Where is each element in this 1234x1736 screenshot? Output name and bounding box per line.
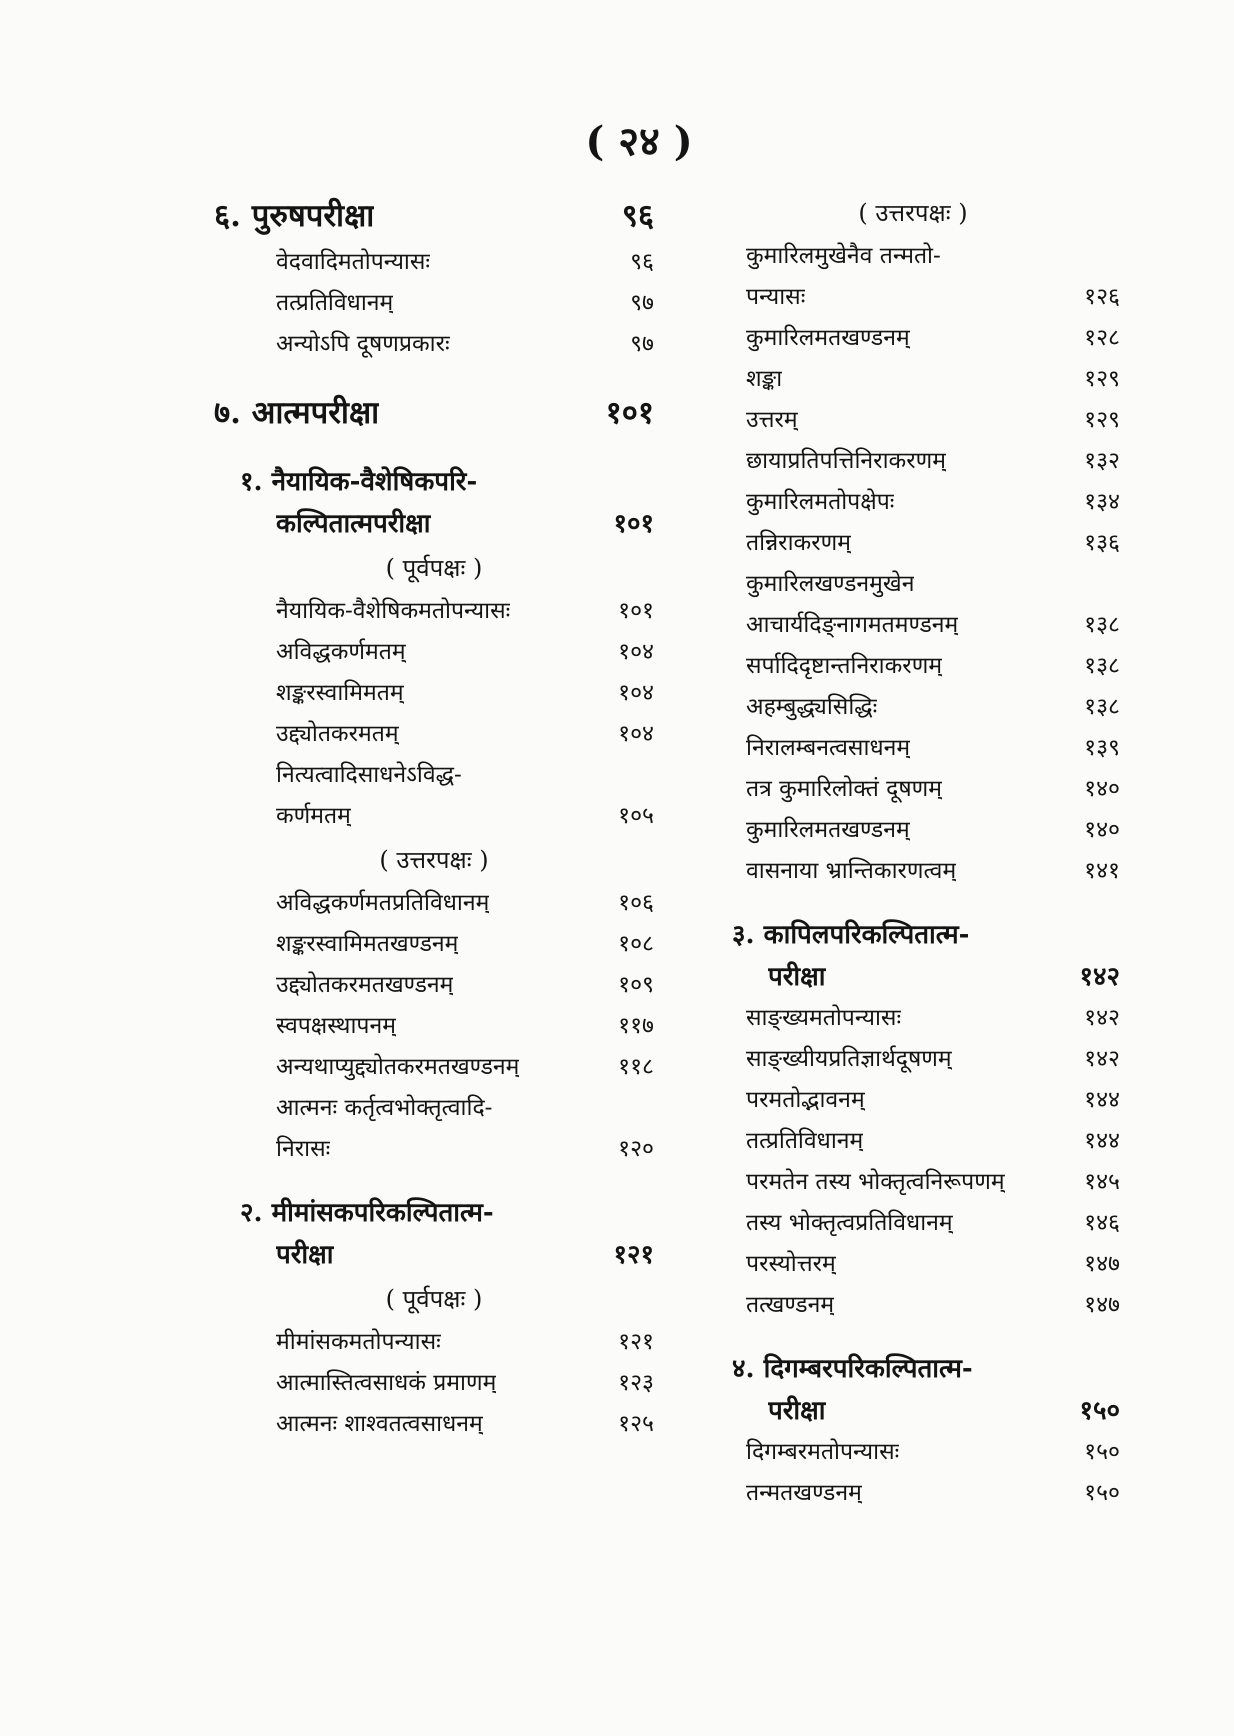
page-ref: १४७ xyxy=(1084,1292,1120,1318)
toc-entry xyxy=(706,810,1120,851)
toc-entry xyxy=(214,591,654,632)
entry-title: १. नैयायिक-वैशेषिकपरि- xyxy=(240,467,478,497)
page-ref: १२९ xyxy=(1084,407,1120,433)
entry-title: मीमांसकमतोपन्यासः xyxy=(276,1329,441,1355)
page-ref: १४४ xyxy=(1084,1128,1120,1154)
entry-title: अन्यथाप्युद्द्योतकरमतखण्डनम् xyxy=(276,1054,520,1080)
subsection-heading-text: ( पूर्वपक्षः ) xyxy=(385,1285,483,1313)
toc-entry xyxy=(214,1322,654,1363)
page-ref: १२३ xyxy=(618,1370,654,1396)
entry-title: नित्यत्वादिसाधनेऽविद्ध- xyxy=(276,762,462,788)
toc-entry xyxy=(214,1363,654,1404)
toc-entry xyxy=(706,564,1120,605)
entry-title: शङ्का xyxy=(746,366,783,392)
toc-entry xyxy=(706,277,1120,318)
section-heading xyxy=(706,914,1120,956)
entry-title: सर्पादिदृष्टान्तनिराकरणम् xyxy=(746,653,943,679)
toc-entry xyxy=(706,728,1120,769)
page-ref: १४४ xyxy=(1084,1087,1120,1113)
entry-title: तत्प्रतिविधानम् xyxy=(746,1128,864,1154)
page-ref: १४५ xyxy=(1084,1169,1120,1195)
toc-entry xyxy=(214,283,654,324)
toc-entry xyxy=(706,1121,1120,1162)
entry-title: निरालम्बनत्वसाधनम् xyxy=(746,735,911,761)
toc-entry xyxy=(214,324,654,365)
entry-title: अविद्धकर्णमतप्रतिविधानम् xyxy=(276,890,490,916)
subsection-heading xyxy=(214,1276,654,1322)
toc-entry xyxy=(706,523,1120,564)
page-ref: १०१ xyxy=(613,509,654,539)
section-heading xyxy=(214,461,654,503)
section-heading-continued xyxy=(706,1390,1120,1432)
page-ref: १०५ xyxy=(618,803,654,829)
page-ref: १५० xyxy=(1079,1396,1120,1426)
entry-title: वेदवादिमतोपन्यासः xyxy=(276,249,431,275)
toc-entry xyxy=(706,441,1120,482)
entry-title: कुमारिलमतखण्डनम् xyxy=(746,817,910,843)
entry-title: परमतोद्भावनम् xyxy=(746,1087,865,1113)
entry-title: परीक्षा xyxy=(768,1396,826,1426)
page-ref: १२१ xyxy=(618,1329,654,1355)
entry-title: आचार्यदिङ्नागमतमण्डनम् xyxy=(746,612,959,638)
page-ref: १५० xyxy=(1084,1439,1120,1465)
page-ref: ९७ xyxy=(630,331,654,357)
toc-entry xyxy=(214,1006,654,1047)
page-ref: ९७ xyxy=(630,290,654,316)
page-ref: १०९ xyxy=(618,972,654,998)
toc-entry xyxy=(706,1244,1120,1285)
page-ref: १०६ xyxy=(618,890,654,916)
page-ref: १३८ xyxy=(1084,694,1120,720)
subsection-heading-text: ( उत्तरपक्षः ) xyxy=(858,199,968,227)
entry-title: शङ्करस्वामिमतम् xyxy=(276,680,404,706)
page-ref: १३९ xyxy=(1084,735,1120,761)
page-ref: १३८ xyxy=(1084,612,1120,638)
page-ref: १५० xyxy=(1084,1480,1120,1506)
page-ref: ११८ xyxy=(618,1054,654,1080)
page-ref: १४१ xyxy=(1084,858,1120,884)
chapter-heading xyxy=(214,190,654,242)
entry-title: आत्मास्तित्वसाधकं प्रमाणम् xyxy=(276,1370,497,1396)
entry-title: दिगम्बरमतोपन्यासः xyxy=(746,1439,900,1465)
toc-entry xyxy=(706,482,1120,523)
entry-title: अन्योऽपि दूषणप्रकारः xyxy=(276,331,450,357)
page-ref: १३२ xyxy=(1084,448,1120,474)
page-ref: ९६ xyxy=(621,198,654,234)
page-ref: १०१ xyxy=(605,395,654,431)
toc-entry xyxy=(214,796,654,837)
page-ref: १२१ xyxy=(613,1240,654,1270)
entry-title: कुमारिलमतखण्डनम् xyxy=(746,325,910,351)
entry-title: कर्णमतम् xyxy=(276,803,351,829)
toc-entry xyxy=(706,687,1120,728)
page-ref: ११७ xyxy=(618,1013,654,1039)
entry-title: परीक्षा xyxy=(276,1240,334,1270)
page-ref: १२९ xyxy=(1084,366,1120,392)
toc-entry xyxy=(214,883,654,924)
page-ref: १०४ xyxy=(618,721,654,747)
subsection-heading-text: ( उत्तरपक्षः ) xyxy=(379,846,489,874)
entry-title: उत्तरम् xyxy=(746,407,798,433)
page-ref: १०४ xyxy=(618,639,654,665)
entry-title: शङ्करस्वामिमतखण्डनम् xyxy=(276,931,459,957)
entry-title: परीक्षा xyxy=(768,962,826,992)
entry-title: तत्खण्डनम् xyxy=(746,1292,835,1318)
entry-title: परमतेन तस्य भोक्तृत्वनिरूपणम् xyxy=(746,1169,1005,1195)
entry-title: उद्द्योतकरमतखण्डनम् xyxy=(276,972,454,998)
toc-entry xyxy=(706,1432,1120,1473)
chapter-heading xyxy=(214,387,654,439)
entry-title: आत्मनः शाश्वतत्वसाधनम् xyxy=(276,1411,483,1437)
toc-entry xyxy=(706,1162,1120,1203)
page-ref: १०८ xyxy=(618,931,654,957)
page-ref: १३४ xyxy=(1084,489,1120,515)
toc-entry xyxy=(214,242,654,283)
entry-title: पन्यासः xyxy=(746,284,806,310)
entry-title: ४. दिगम्बरपरिकल्पितात्म- xyxy=(732,1354,973,1384)
toc-entry xyxy=(706,236,1120,277)
toc-entry xyxy=(706,605,1120,646)
entry-title: तन्मतखण्डनम् xyxy=(746,1480,862,1506)
entry-title: तत्प्रतिविधानम् xyxy=(276,290,394,316)
page-ref: १२० xyxy=(618,1136,654,1162)
entry-title: अविद्धकर्णमतम् xyxy=(276,639,406,665)
toc-entry xyxy=(706,400,1120,441)
entry-title: अहम्बुद्ध्यसिद्धिः xyxy=(746,694,878,720)
page-ref: १४२ xyxy=(1084,1005,1120,1031)
entry-title: तस्य भोक्तृत्वप्रतिविधानम् xyxy=(746,1210,953,1236)
page-ref: १४७ xyxy=(1084,1251,1120,1277)
toc-entry xyxy=(706,1080,1120,1121)
section-heading xyxy=(214,1192,654,1234)
subsection-heading xyxy=(214,837,654,883)
toc-entry xyxy=(214,924,654,965)
page-ref: १४६ xyxy=(1084,1210,1120,1236)
contents-left-column xyxy=(214,190,654,1445)
page-ref: ९६ xyxy=(630,249,654,275)
entry-title: २. मीमांसकपरिकल्पितात्म- xyxy=(240,1198,494,1228)
page-ref: १२६ xyxy=(1084,284,1120,310)
page-number: ( २४ ) xyxy=(585,118,693,165)
entry-title: ७. आत्मपरीक्षा xyxy=(214,395,380,431)
entry-title: परस्योत्तरम् xyxy=(746,1251,836,1277)
contents-right-column xyxy=(706,190,1120,1514)
toc-entry xyxy=(214,673,654,714)
entry-title: साङ्ख्यीयप्रतिज्ञार्थदूषणम् xyxy=(746,1046,952,1072)
entry-title: तन्निराकरणम् xyxy=(746,530,851,556)
page-ref: १४० xyxy=(1084,776,1120,802)
toc-entry xyxy=(706,998,1120,1039)
toc-entry xyxy=(214,1129,654,1170)
entry-title: साङ्ख्यमतोपन्यासः xyxy=(746,1005,902,1031)
page-ref: १०४ xyxy=(618,680,654,706)
entry-title: ६. पुरुषपरीक्षा xyxy=(214,198,375,234)
section-heading-continued xyxy=(214,1234,654,1276)
entry-title: ३. कापिलपरिकल्पितात्म- xyxy=(732,920,970,950)
toc-entry xyxy=(214,1047,654,1088)
entry-title: कुमारिलखण्डनमुखेन xyxy=(746,571,915,597)
toc-entry xyxy=(706,318,1120,359)
toc-entry xyxy=(706,769,1120,810)
page-ref: १२८ xyxy=(1084,325,1120,351)
toc-entry xyxy=(214,1404,654,1445)
toc-entry xyxy=(706,1203,1120,1244)
toc-entry xyxy=(706,1285,1120,1326)
entry-title: उद्द्योतकरमतम् xyxy=(276,721,399,747)
section-heading-continued xyxy=(214,503,654,545)
entry-title: छायाप्रतिपत्तिनिराकरणम् xyxy=(746,448,946,474)
entry-title: नैयायिक-वैशेषिकमतोपन्यासः xyxy=(276,598,511,624)
page-ref: १०१ xyxy=(618,598,654,624)
page-ref: १४० xyxy=(1084,817,1120,843)
entry-title: कल्पितात्मपरीक्षा xyxy=(276,509,431,539)
entry-title: आत्मनः कर्तृत्वभोक्तृत्वादि- xyxy=(276,1095,493,1121)
page-ref: १२५ xyxy=(618,1411,654,1437)
page-ref: १४२ xyxy=(1084,1046,1120,1072)
toc-entry xyxy=(706,851,1120,892)
toc-entry xyxy=(706,1039,1120,1080)
page-ref: १४२ xyxy=(1079,962,1120,992)
entry-title: निरासः xyxy=(276,1136,331,1162)
entry-title: स्वपक्षस्थापनम् xyxy=(276,1013,397,1039)
subsection-heading xyxy=(706,190,1120,236)
subsection-heading-text: ( पूर्वपक्षः ) xyxy=(385,554,483,582)
toc-entry xyxy=(214,632,654,673)
toc-entry xyxy=(214,755,654,796)
toc-entry xyxy=(214,714,654,755)
page-ref: १३८ xyxy=(1084,653,1120,679)
section-heading xyxy=(706,1348,1120,1390)
page-ref: १३६ xyxy=(1084,530,1120,556)
entry-title: वासनाया भ्रान्तिकारणत्वम् xyxy=(746,858,957,884)
toc-entry xyxy=(214,965,654,1006)
entry-title: तत्र कुमारिलोक्तं दूषणम् xyxy=(746,776,943,802)
entry-title: कुमारिलमतोपक्षेपः xyxy=(746,489,895,515)
toc-entry xyxy=(706,646,1120,687)
section-heading-continued xyxy=(706,956,1120,998)
subsection-heading xyxy=(214,545,654,591)
toc-entry xyxy=(214,1088,654,1129)
toc-entry xyxy=(706,1473,1120,1514)
entry-title: कुमारिलमुखेनैव तन्मतो- xyxy=(746,243,941,269)
toc-entry xyxy=(706,359,1120,400)
